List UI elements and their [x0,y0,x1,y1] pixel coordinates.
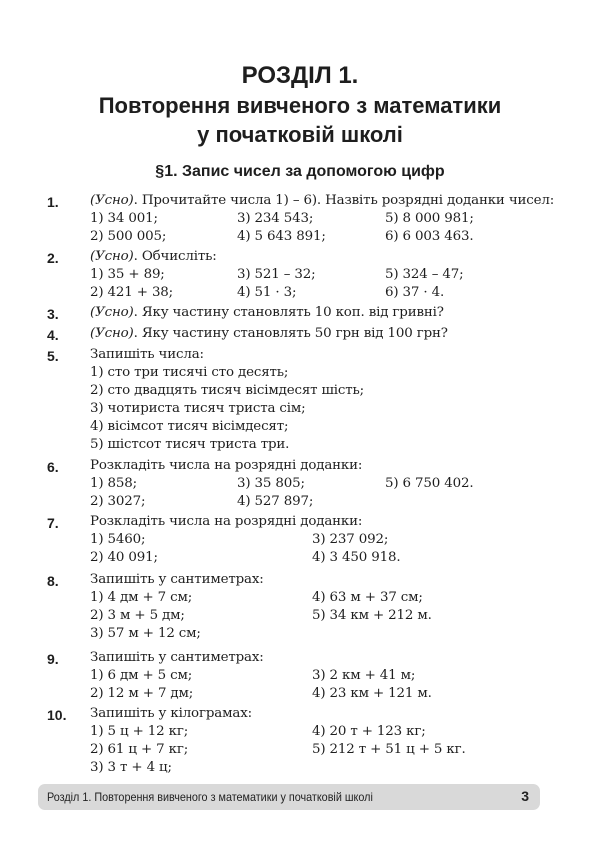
list-item: 2) 3 м + 5 дм; [90,608,185,623]
exercise-number: 2. [47,250,59,266]
exercise-number: 10. [47,707,67,723]
list-item: 2) 500 005; [90,229,167,244]
list-item: 4) 23 км + 121 м. [312,686,432,701]
list-item: 3) 521 – 32; [237,267,316,282]
list-item: 4) 3 450 918. [312,550,401,565]
prompt-text: . Яку частину становлять 50 грн від 100 грн? [133,326,448,341]
exercise-number: 3. [47,306,59,322]
list-item: 3) 2 км + 41 м; [312,668,416,683]
chapter-title-line2: у початковій школі [197,122,403,147]
list-item: 1) 5 ц + 12 кг; [90,724,189,739]
list-item: 3) 234 543; [237,211,314,226]
exercise-prompt: Запишіть у сантиметрах: [90,572,264,587]
list-item: 5) 34 км + 212 м. [312,608,432,623]
list-item: 5) шістсот тисяч триста три. [90,437,290,452]
list-item: 2) 61 ц + 7 кг; [90,742,189,757]
oral-label: (Усно) [90,305,134,320]
list-item: 4) 20 т + 123 кг; [312,724,426,739]
list-item: 5) 8 000 981; [385,211,474,226]
list-item: 3) 35 805; [237,476,305,491]
list-item: 4) 51 · 3; [237,285,297,300]
exercise-prompt [90,249,217,264]
section-title: §1. Запис чисел за допомогою цифр [155,163,445,180]
list-item: 5) 212 т + 51 ц + 5 кг. [312,742,466,757]
exercise-prompt: Запишіть у сантиметрах: [90,650,264,665]
list-item: 5) 324 – 47; [385,267,464,282]
prompt-text: . Яку частину становлять 10 коп. від гривні? [133,305,444,320]
list-item: 1) сто три тисячі сто десять; [90,365,289,380]
exercise-number: 5. [47,348,59,364]
list-item: 2) 40 091; [90,550,158,565]
exercise-prompt [90,305,444,320]
list-item: 2) сто двадцять тисяч вісімдесят шість; [90,383,365,398]
prompt-text: . Обчисліть: [133,249,217,264]
list-item: 1) 34 001; [90,211,158,226]
exercise-number: 8. [47,573,59,589]
list-item: 4) вісімсот тисяч вісімдесят; [90,419,289,434]
list-item: 4) 5 643 891; [237,229,326,244]
chapter-title-line1: Повторення вивченого з математики [98,93,502,118]
list-item: 1) 6 дм + 5 см; [90,668,193,683]
exercise-prompt: Запишіть у кілограмах: [90,706,252,721]
exercise-prompt: Розкладіть числа на розрядні доданки: [90,514,363,529]
list-item: 4) 527 897; [237,494,314,509]
oral-label: (Усно) [90,326,134,341]
list-item: 4) 63 м + 37 см; [312,590,423,605]
exercise-prompt: Розкладіть числа на розрядні доданки: [90,458,363,473]
oral-label: (Усно) [90,193,134,208]
exercise-number: 1. [47,194,59,210]
list-item: 1) 5460; [90,532,146,547]
list-item: 2) 421 + 38; [90,285,174,300]
list-item: 1) 4 дм + 7 см; [90,590,193,605]
chapter-label: РОЗДІЛ 1. [241,62,359,89]
page-footer [38,784,540,810]
exercise-number: 7. [47,515,59,531]
list-item: 3) 3 т + 4 ц; [90,760,172,775]
exercise-prompt: Запишіть числа: [90,347,204,362]
list-item: 1) 35 + 89; [90,267,165,282]
list-item: 5) 6 750 402. [385,476,474,491]
page-number: 3 [521,788,529,804]
footer-running-title: Розділ 1. Повторення вивченого з математики у початковій школі [47,790,373,804]
exercise-prompt [90,193,554,208]
list-item: 1) 858; [90,476,138,491]
exercise-number: 6. [47,459,59,475]
list-item: 2) 3027; [90,494,146,509]
list-item: 3) 237 092; [312,532,389,547]
oral-label: (Усно) [90,249,134,264]
exercise-number: 9. [47,651,59,667]
list-item: 2) 12 м + 7 дм; [90,686,194,701]
list-item: 6) 6 003 463. [385,229,474,244]
exercise-number: 4. [47,327,59,343]
prompt-text: . Прочитайте числа 1) – 6). Назвіть розрядні доданки чисел: [133,193,555,208]
exercise-prompt [90,326,448,341]
list-item: 3) чотириста тисяч триста сім; [90,401,306,416]
list-item: 6) 37 · 4. [385,285,445,300]
list-item: 3) 57 м + 12 см; [90,626,201,641]
